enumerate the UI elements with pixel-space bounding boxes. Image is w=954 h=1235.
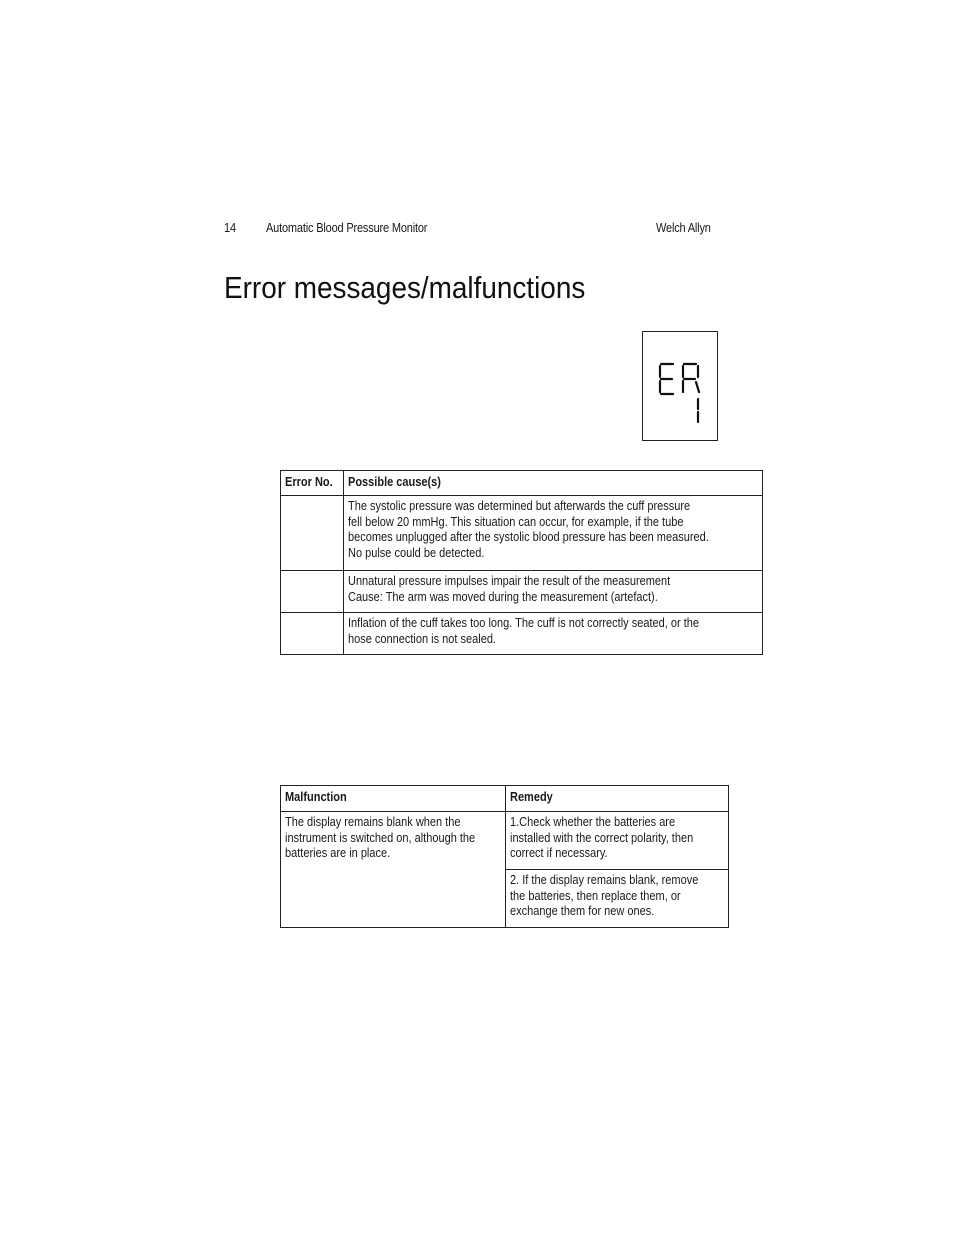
lcd-error-display — [642, 331, 718, 441]
malfunction-table — [280, 785, 729, 928]
page-number: 14 — [224, 221, 236, 235]
table-row — [281, 496, 763, 571]
table-row — [281, 812, 729, 870]
running-header-title: Automatic Blood Pressure Monitor — [266, 221, 428, 235]
table-row — [281, 613, 763, 655]
malfunction-cell: The display remains blank when the instrument is switched on, although the batteries are in place. — [281, 812, 506, 928]
column-header-possible-causes: Possible cause(s) — [344, 471, 763, 496]
error-table-header — [281, 471, 763, 496]
column-header-error-no: Error No. — [281, 471, 344, 496]
table-row — [281, 571, 763, 613]
cause-cell: The systolic pressure was determined but afterwards the cuff pressure fell below 20 mmHg. This situation can occur, for example, if the tube becomes unplugged after the systolic blood pressure has been measured. No pulse could be detected. — [344, 496, 763, 571]
cause-cell: Inflation of the cuff takes too long. The cuff is not correctly seated, or the hose connection is not sealed. — [344, 613, 763, 655]
column-header-malfunction: Malfunction — [281, 786, 506, 812]
error-table — [280, 470, 763, 655]
error-number-cell — [281, 613, 344, 655]
running-header-brand: Welch Allyn — [656, 221, 711, 235]
malfunction-table-header — [281, 786, 729, 812]
remedy-cell: 1.Check whether the batteries are installed with the correct polarity, then correct if necessary. — [506, 812, 729, 870]
column-header-remedy: Remedy — [506, 786, 729, 812]
lcd-error-display-icon — [643, 332, 719, 442]
cause-cell: Unnatural pressure impulses impair the result of the measurement Cause: The arm was moved during the measurement (artefact). — [344, 571, 763, 613]
error-number-cell — [281, 496, 344, 571]
page-title: Error messages/malfunctions — [224, 270, 586, 305]
error-number-cell — [281, 571, 344, 613]
remedy-cell: 2. If the display remains blank, remove the batteries, then replace them, or exchange them for new ones. — [506, 870, 729, 928]
